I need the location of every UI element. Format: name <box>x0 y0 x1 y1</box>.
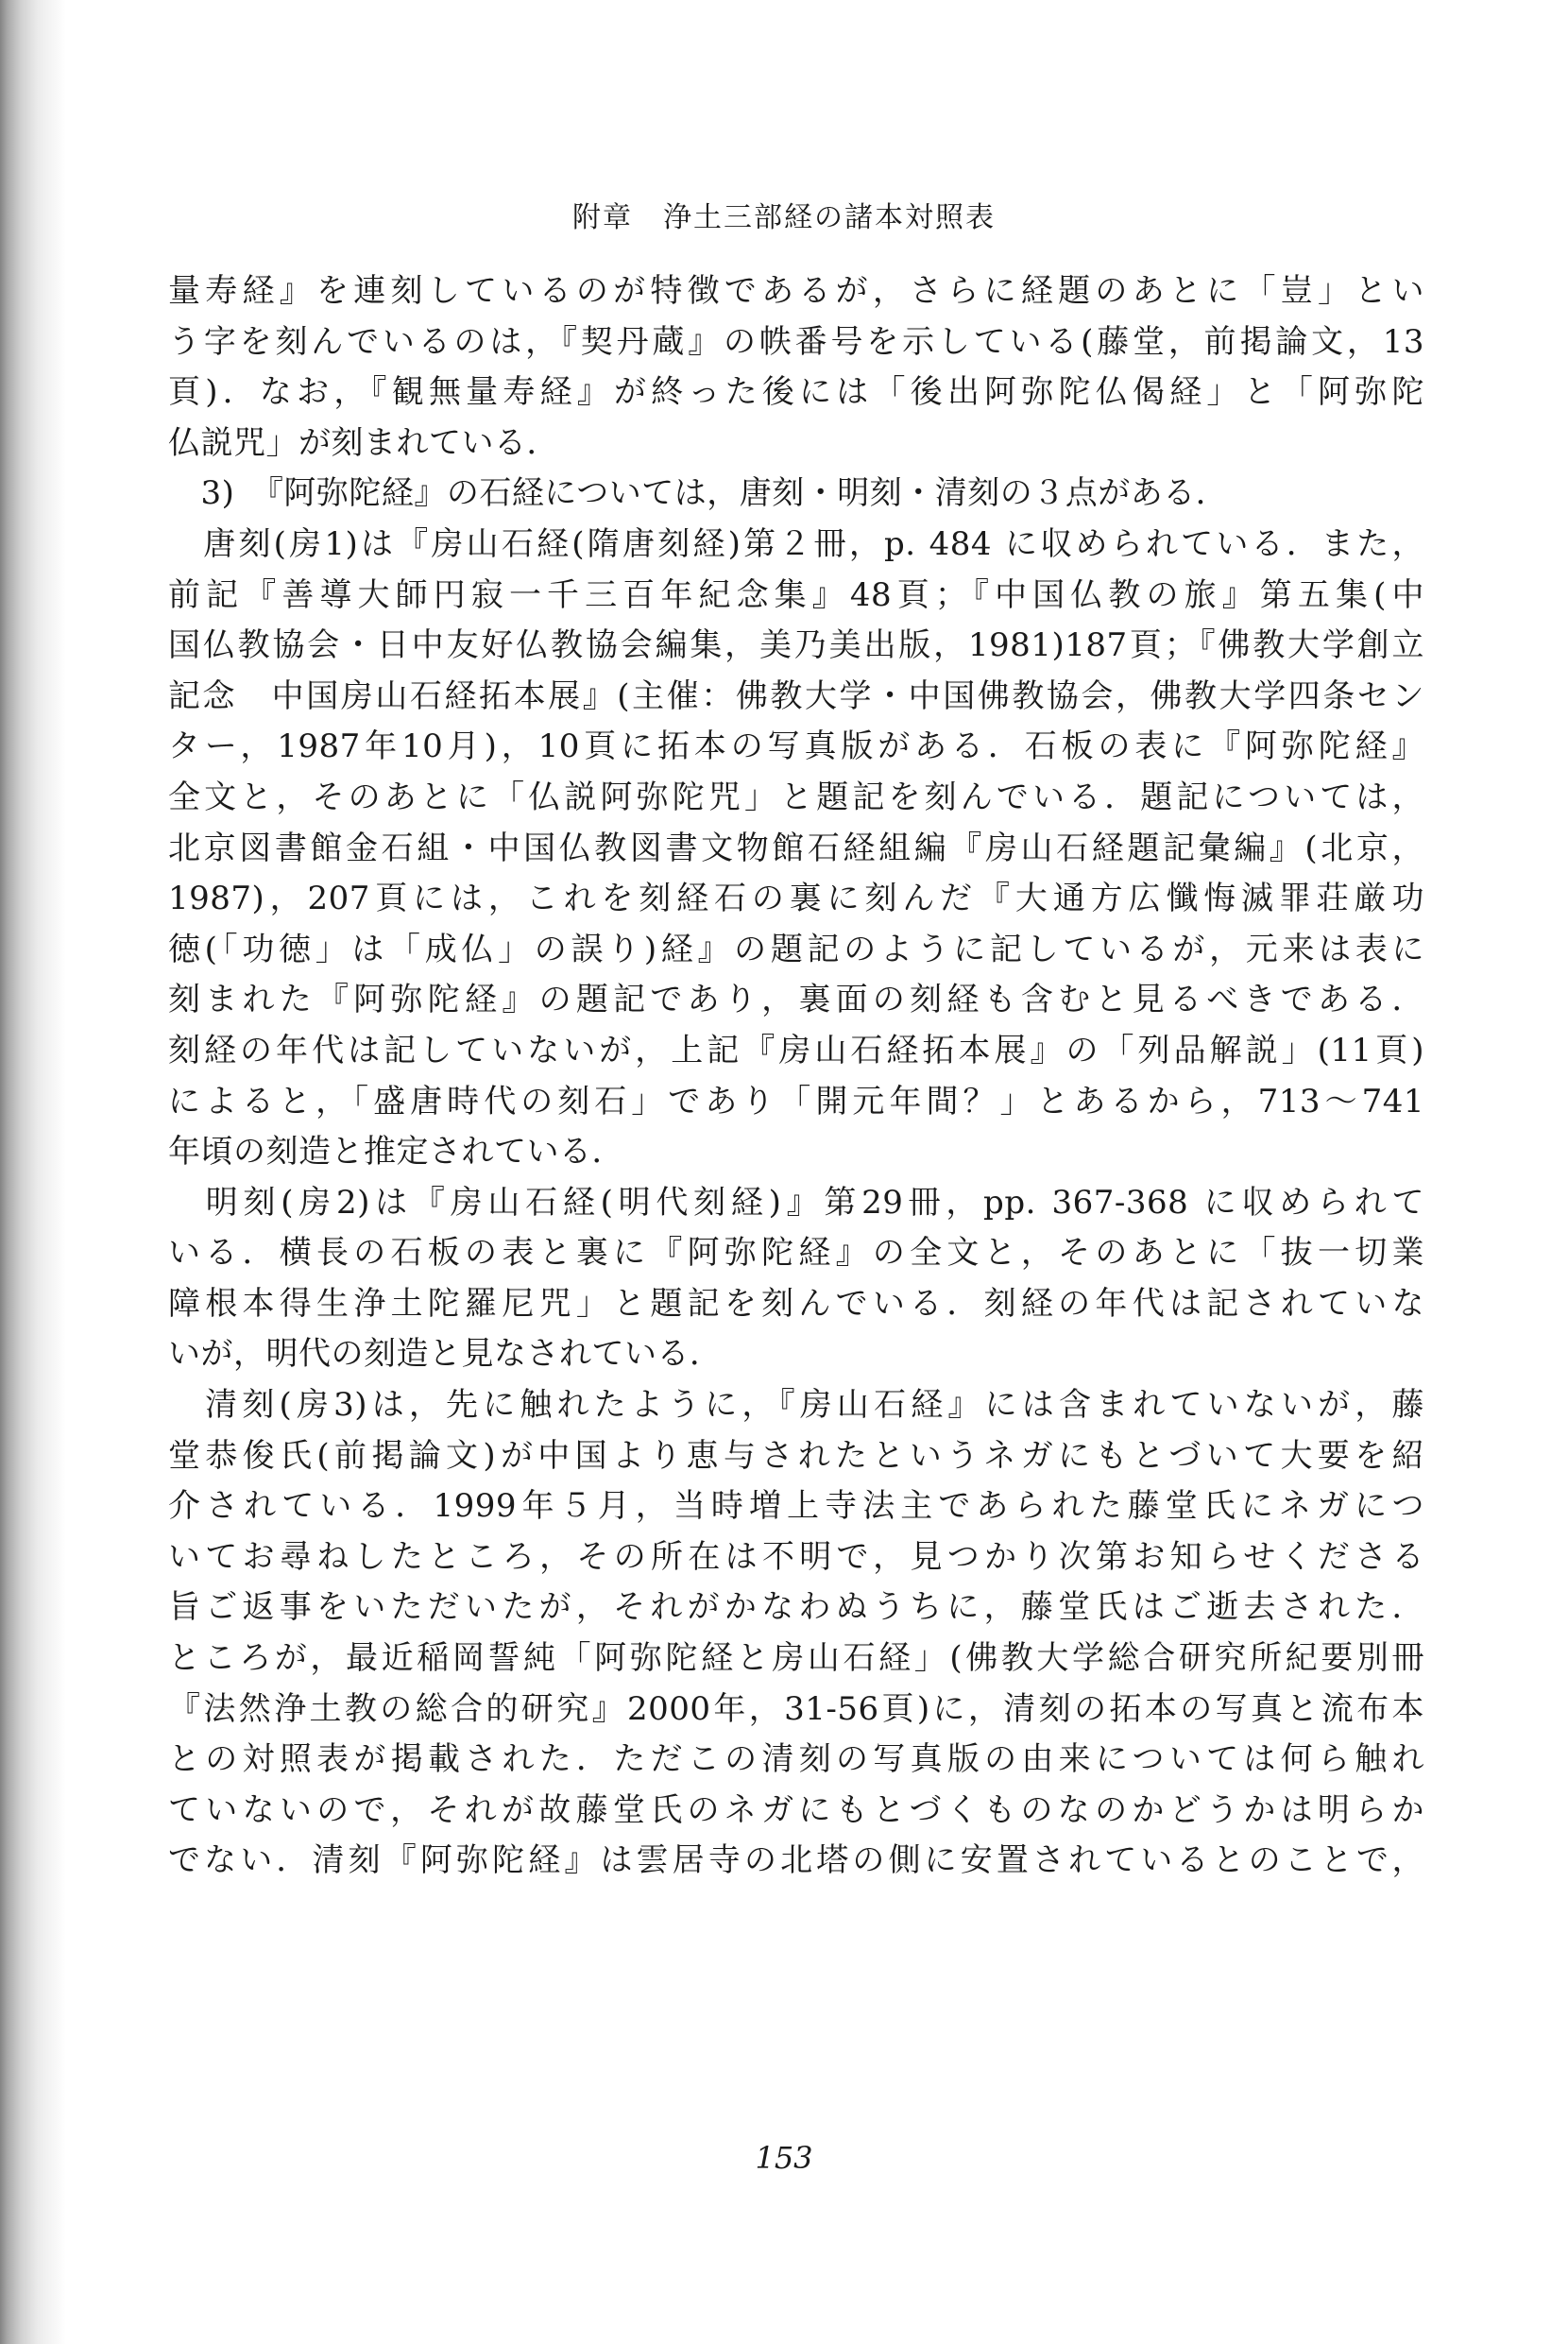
text-line: 量寿経』を連刻しているのが特徴であるが，さらに経題のあとに「豈」とい <box>168 272 1424 310</box>
text-line: ていないので，それが故藤堂氏のネガにもとづくものなのかどうかは明らか <box>168 1790 1424 1829</box>
text-line: 堂恭俊氏(前掲論文)が中国より恵与されたというネガにもとづいて大要を紹 <box>168 1436 1424 1475</box>
text-line: 仏説咒」が刻まれている． <box>168 423 559 462</box>
text-line: 刻まれた『阿弥陀経』の題記であり，裏面の刻経も含むと見るべきである． <box>168 981 1424 1019</box>
text-line: でない．清刻『阿弥陀経』は雲居寺の北塔の側に安置されているとのことで， <box>168 1841 1424 1880</box>
text-line: 3) 『阿弥陀経』の石経については，唐刻・明刻・清刻の３点がある． <box>168 474 1229 513</box>
scan-shadow-edge <box>0 0 66 2344</box>
text-line: う字を刻んでいるのは，『契丹蔵』の帙番号を示している(藤堂，前掲論文，13 <box>168 322 1424 361</box>
text-line: いる．横長の石板の表と裏に『阿弥陀経』の全文と，そのあとに「抜一切業 <box>168 1234 1424 1273</box>
text-line: によると，「盛唐時代の刻石」であり「開元年間？」とあるから，713〜741 <box>168 1082 1424 1121</box>
text-line: 唐刻(房1)は『房山石経(隋唐刻経)第２冊，p. 484 に収められている．また， <box>168 524 1424 563</box>
text-line: 北京図書館金石組・中国仏教図書文物館石経組編『房山石経題記彙編』(北京， <box>168 829 1424 867</box>
text-line: 清刻(房3)は，先に触れたように，『房山石経』には含まれていないが，藤 <box>168 1386 1424 1425</box>
text-line: 介されている．1999年５月，当時増上寺法主であられた藤堂氏にネガにつ <box>168 1487 1424 1526</box>
text-line: 徳(「功徳」は「成仏」の誤り)経』の題記のように記しているが，元来は表に <box>168 930 1424 968</box>
text-line: 障根本得生浄土陀羅尼咒」と題記を刻んでいる．刻経の年代は記されていな <box>168 1284 1424 1323</box>
text-line: 年頃の刻造と推定されている． <box>168 1133 624 1172</box>
text-line: 刻経の年代は記していないが，上記『房山石経拓本展』の「列品解説」(11頁) <box>168 1031 1424 1069</box>
text-line: 全文と，そのあとに「仏説阿弥陀咒」と題記を刻んでいる．題記については， <box>168 778 1424 816</box>
text-line: 国仏教協会・日中友好仏教協会編集，美乃美出版，1981)187頁；『佛教大学創立 <box>168 626 1424 665</box>
page-number: 153 <box>755 2140 813 2176</box>
text-line: 『法然浄土教の総合的研究』2000年，31-56頁)に，清刻の拓本の写真と流布本 <box>168 1689 1424 1728</box>
text-line: 頁)．なお，『観無量寿経』が終った後には「後出阿弥陀仏偈経」と「阿弥陀 <box>168 373 1424 412</box>
text-line: 明刻(房2)は『房山石経(明代刻経)』第29冊，pp. 367-368 に収められて <box>168 1183 1424 1222</box>
text-line: との対照表が掲載された．ただこの清刻の写真版の由来については何ら触れ <box>168 1740 1424 1779</box>
text-line: 1987)，207頁には，これを刻経石の裏に刻んだ『大通方広懺悔滅罪荘厳功 <box>168 880 1424 918</box>
text-line: 前記『善導大師円寂一千三百年紀念集』48頁；『中国仏教の旅』第五集(中 <box>168 575 1424 614</box>
text-line: 記念 中国房山石経拓本展』(主催：佛教大学・中国佛教協会，佛教大学四条セン <box>168 676 1424 715</box>
body-text <box>168 266 1424 1887</box>
text-line: 旨ご返事をいただいたが，それがかなわぬうちに，藤堂氏はご逝去された． <box>168 1588 1424 1627</box>
text-line: ところが，最近稲岡誓純「阿弥陀経と房山石経」(佛教大学総合研究所紀要別冊 <box>168 1639 1424 1678</box>
text-line: いてお尋ねしたところ，その所在は不明で，見つかり次第お知らせくださる <box>168 1537 1424 1576</box>
running-head: 附章 浄土三部経の諸本対照表 <box>572 201 996 234</box>
text-line: ター，1987年10月)，10頁に拓本の写真版がある．石板の表に『阿弥陀経』 <box>168 727 1424 766</box>
text-line: いが，明代の刻造と見なされている． <box>168 1335 723 1374</box>
